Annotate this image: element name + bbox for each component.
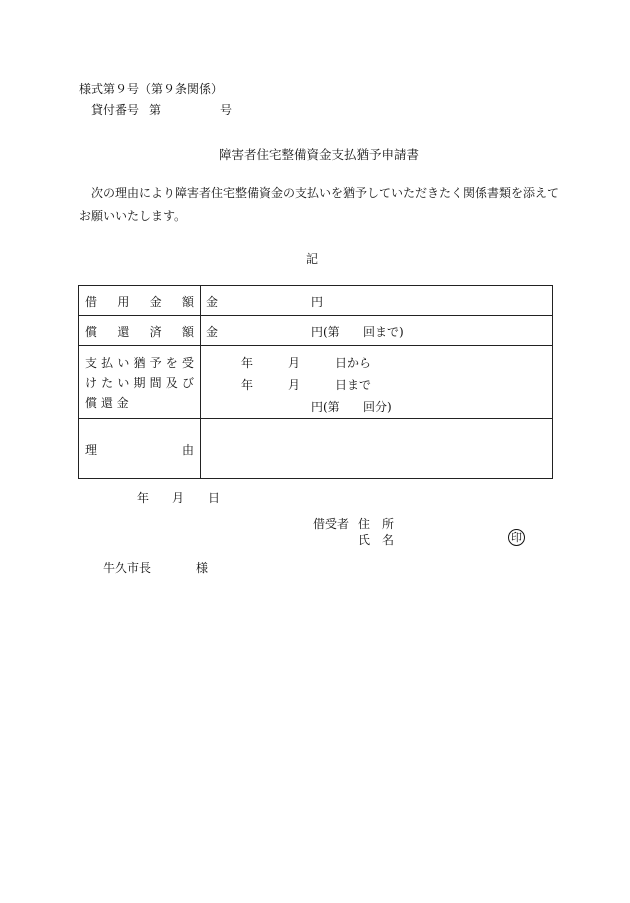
loan-number-label: 貸付番号 [91, 103, 140, 117]
repaid-amount-suffix: 回まで) [363, 325, 404, 339]
deferral-amount-unit: 円(第 [311, 400, 340, 414]
label-char: 額 [181, 325, 194, 339]
addressee-name: 牛久市長 [103, 561, 152, 575]
label-char: 由 [181, 443, 194, 457]
from-year: 年 [241, 356, 254, 370]
deferral-amount-suffix: 回分) [363, 400, 392, 414]
label-char: 支 [85, 356, 98, 370]
label-char: 期 [133, 376, 146, 390]
seal-mark: 印 [508, 529, 525, 546]
label-char: を [165, 356, 178, 370]
repaid-amount-prefix: 金 [206, 325, 219, 339]
loan-amount-prefix: 金 [206, 295, 219, 309]
from-month: 月 [288, 356, 301, 370]
to-day: 日まで [335, 378, 372, 392]
loan-amount-unit: 円 [311, 295, 324, 309]
reason-cell[interactable] [201, 419, 553, 479]
label-char: け [85, 376, 98, 390]
addressee-honorific: 様 [196, 561, 209, 575]
label-char: 予 [149, 356, 162, 370]
label-char: 猶 [133, 356, 146, 370]
label-char: 額 [181, 295, 194, 309]
label-char: い [117, 356, 130, 370]
reason-label [79, 419, 201, 479]
label-char: 理 [85, 443, 98, 457]
date-month: 月 [172, 491, 185, 505]
form-number: 様式第９号（第９条関係） [79, 82, 224, 96]
loan-amount-cell[interactable] [201, 286, 553, 316]
borrower-role: 借受者 [313, 517, 350, 531]
label-char: 借 [85, 295, 98, 309]
body-text-line1: 次の理由により障害者住宅整備資金の支払いを猶予していただきたく関係書類を添えて [91, 186, 560, 200]
label-char: び [181, 376, 194, 390]
table-row-deferral [79, 346, 553, 419]
date-day: 日 [208, 491, 221, 505]
label-char: 用 [117, 295, 130, 309]
label-char: 受 [181, 356, 194, 370]
label-char: 済 [149, 325, 162, 339]
label-char: 償 [85, 325, 98, 339]
label-char: た [101, 376, 114, 390]
to-year: 年 [241, 378, 254, 392]
deferral-label-line3: 償 還 金 [85, 396, 129, 410]
repaid-amount-label [79, 316, 201, 346]
label-char: 金 [149, 295, 162, 309]
from-day: 日から [335, 356, 372, 370]
date-year: 年 [137, 491, 150, 505]
table-row-reason [79, 419, 553, 479]
application-table [78, 285, 553, 479]
repaid-amount-cell[interactable] [201, 316, 553, 346]
to-month: 月 [288, 378, 301, 392]
label-char: 間 [149, 376, 162, 390]
deferral-cell[interactable] [201, 346, 553, 419]
label-char: 還 [117, 325, 130, 339]
body-text-line2: お願いいたします。 [79, 209, 187, 223]
borrower-name-label: 氏 名 [358, 533, 395, 547]
table-row-loan-amount [79, 286, 553, 316]
label-char: 及 [165, 376, 178, 390]
loan-number-suffix: 号 [220, 103, 233, 117]
borrower-address-label: 住 所 [358, 517, 395, 531]
document-title: 障害者住宅整備資金支払猶予申請書 [219, 147, 420, 162]
loan-number-prefix: 第 [149, 103, 162, 117]
label-char: 払 [101, 356, 114, 370]
ki-marker: 記 [306, 252, 319, 266]
label-char: い [117, 376, 130, 390]
deferral-label [79, 346, 201, 419]
table-row-repaid-amount [79, 316, 553, 346]
repaid-amount-unit: 円(第 [311, 325, 340, 339]
loan-amount-label [79, 286, 201, 316]
